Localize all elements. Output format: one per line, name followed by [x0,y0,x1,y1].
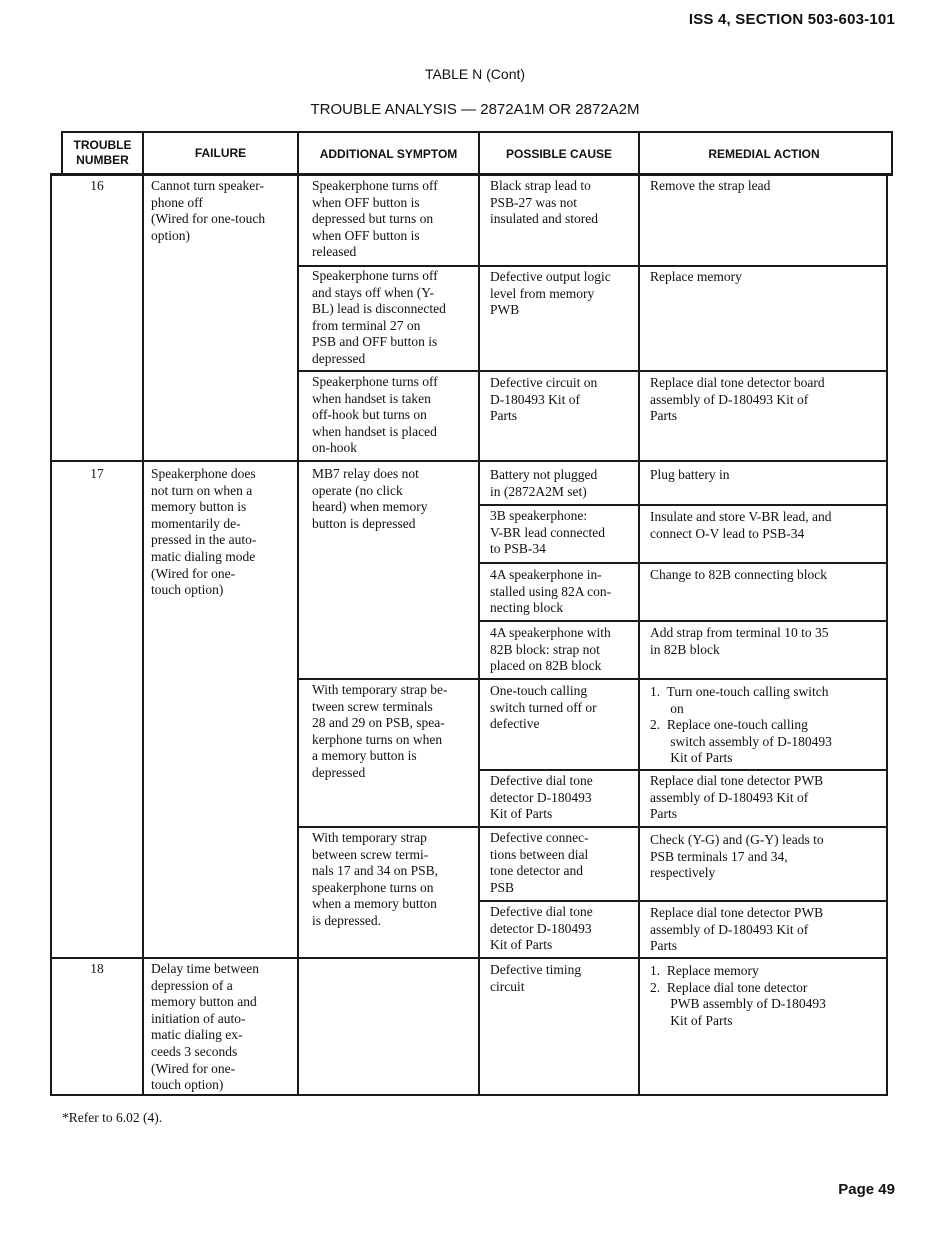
table-border-bottom [50,1094,888,1096]
action-text: Replace dial tone detector board assembly of D-180493 Kit of Parts [650,375,825,424]
row-divider [478,769,888,771]
column-header-failure: FAILURE [194,146,247,160]
action-text: Check (Y-G) and (G-Y) leads to PSB terminals 17 and 34, respectively [650,832,824,881]
column-header-possible-cause: POSSIBLE CAUSE [505,147,613,161]
row-divider [478,562,888,564]
cause-text: Black strap lead to PSB-27 was not insulated and stored [490,178,598,227]
action-text: Replace dial tone detector PWB assembly of D-180493 Kit of Parts [650,773,824,822]
symptom-text: With temporary strap between screw termi- nals 17 and 34 on PSB, speakerphone turns on when a memory button is depressed. [312,830,439,928]
failure-text: Speakerphone does not turn on when a memory button is momentarily de- pressed in the auto- matic dialing mode (Wired for one- touch option) [151,466,257,598]
table-subtitle: TROUBLE ANALYSIS — 2872A1M OR 2872A2M [310,101,640,118]
cause-text: 4A speakerphone with 82B block: strap not placed on 82B block [490,625,611,674]
column-header-additional-symptom: ADDITIONAL SYMPTOM [319,147,458,161]
symptom-text: MB7 relay does not operate (no click heard) when memory button is depressed [312,466,428,531]
action-text: Remove the strap lead [650,178,771,193]
action-text: Plug battery in [650,467,730,482]
column-header-remedial-action: REMEDIAL ACTION [708,147,820,161]
trouble-number: 17 [90,466,104,481]
column-divider [142,131,144,1095]
symptom-text: Speakerphone turns off and stays off when (Y- BL) lead is disconnected from terminal 27 on PSB and OFF button is depressed [312,268,446,366]
cause-text: 4A speakerphone in- stalled using 82A con- necting block [490,567,612,616]
table-border-top [61,131,893,133]
row-divider [478,504,888,506]
cause-text: Defective circuit on D-180493 Kit of Parts [490,375,598,424]
symptom-text: Speakerphone turns off when OFF button is depressed but turns on when OFF button is released [312,178,438,260]
group-divider [50,460,888,462]
action-text: Change to 82B connecting block [650,567,827,582]
cause-text: 3B speakerphone: V-BR lead connected to PSB-34 [490,508,605,557]
footnote: *Refer to 6.02 (4). [62,1110,163,1125]
cause-text: Defective connec- tions between dial tone detector and PSB [490,830,589,895]
row-divider [297,265,888,267]
table-border-right [891,131,893,175]
row-divider [297,826,888,828]
cause-text: Defective output logic level from memory PWB [490,269,611,318]
row-divider [478,900,888,902]
cause-text: Battery not plugged in (2872A2M set) [490,467,598,499]
cause-text: Defective timing circuit [490,962,582,994]
column-divider [297,131,299,1095]
row-divider [297,678,888,680]
action-text: 1. Replace memory 2. Replace dial tone detector PWB assembly of D-180493 Kit of Parts [650,963,826,1028]
header-separator [50,173,893,176]
row-divider [297,370,888,372]
cause-text: Defective dial tone detector D-180493 Kit of Parts [490,773,593,822]
document-id: ISS 4, SECTION 503-603-101 [688,11,895,28]
failure-text: Cannot turn speaker- phone off (Wired for one-touch option) [151,178,266,243]
action-text: 1. Turn one-touch calling switch on 2. Replace one-touch calling switch assembly of D-180493 Kit of Parts [650,684,832,766]
action-text: Insulate and store V-BR lead, and connect O-V lead to PSB-34 [650,509,832,541]
cause-text: Defective dial tone detector D-180493 Kit of Parts [490,904,593,953]
action-text: Add strap from terminal 10 to 35 in 82B block [650,625,829,657]
action-text: Replace dial tone detector PWB assembly of D-180493 Kit of Parts [650,905,824,954]
page-number: Page 49 [838,1181,895,1198]
trouble-number: 18 [90,961,104,976]
symptom-text: Speakerphone turns off when handset is taken off-hook but turns on when handset is placed on-hook [312,374,438,456]
action-text: Replace memory [650,269,742,284]
column-divider [478,131,480,1095]
cause-text: One-touch calling switch turned off or defective [490,683,597,732]
group-divider [50,957,888,959]
column-divider [638,131,640,1095]
column-header-trouble-number: TROUBLE NUMBER [73,138,132,167]
trouble-number: 16 [90,178,104,193]
symptom-text: With temporary strap be- tween screw terminals 28 and 29 on PSB, spea- kerphone turns on when a memory button is depressed [312,682,448,780]
failure-text: Delay time between depression of a memory button and initiation of auto- matic dialing ex- ceeds 3 seconds (Wired for one- touch option) [151,961,259,1093]
table-title: TABLE N (Cont) [424,66,526,82]
row-divider [478,620,888,622]
